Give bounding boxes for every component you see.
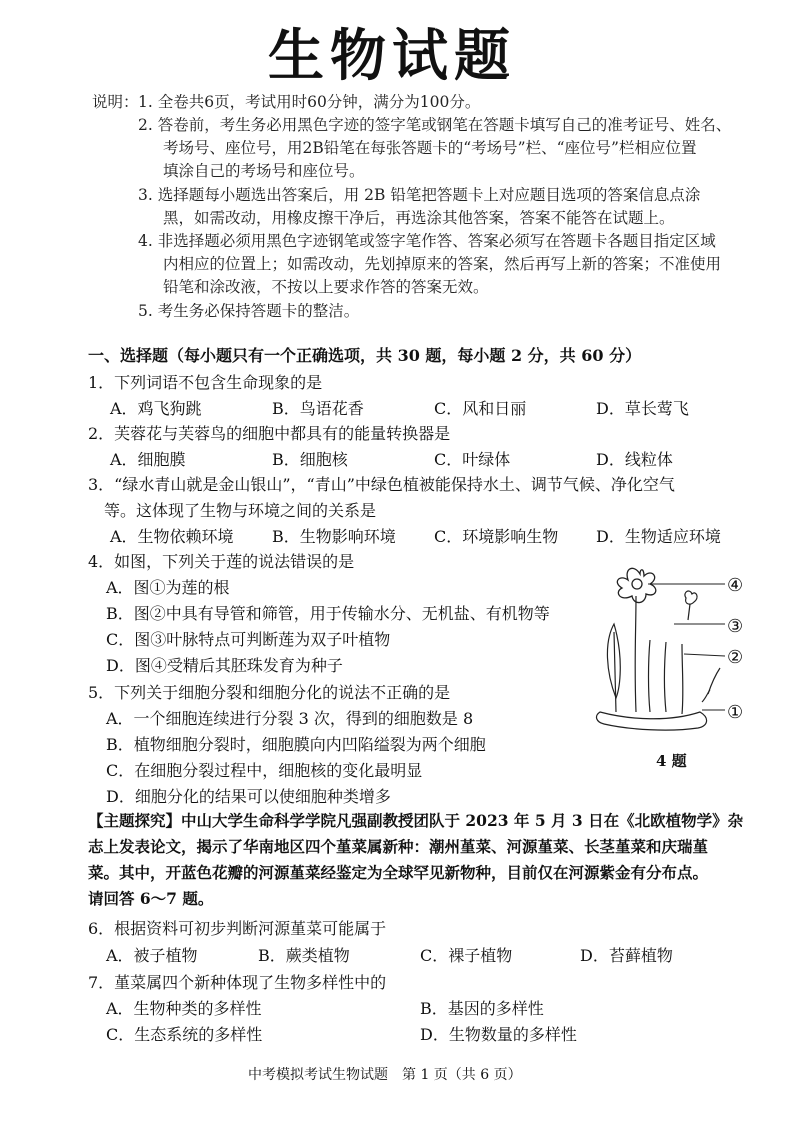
q6-option-d: D．苔藓植物 xyxy=(580,946,673,965)
instruction-line: 2. 答卷前，考生务必用黑色字迹的签字笔或钢笔在答题卡填写自己的准考证号、姓名、 xyxy=(138,116,732,134)
q2-option-d: D．线粒体 xyxy=(596,450,673,469)
q5-option-a: A．一个细胞连续进行分裂 3 次，得到的细胞数是 8 xyxy=(106,709,474,728)
lotus-seedpod-icon xyxy=(685,591,697,620)
instruction-line: 1. 全卷共6页，考试用时60分钟，满分为100分。 xyxy=(138,93,481,111)
theme-line: 请回答 6～7 题。 xyxy=(88,889,214,908)
question-1-stem: 1．下列词语不包含生命现象的是 xyxy=(88,373,323,392)
theme-line: 菜。其中，开蓝色花瓣的河源堇菜经鉴定为全球罕见新物种，目前仅在河源紫金有分布点。 xyxy=(88,863,709,882)
q4-option-b: B．图②中具有导管和筛管，用于传输水分、无机盐、有机物等 xyxy=(106,604,550,623)
question-3-stem: 3．“绿水青山就是金山银山”，“青山”中绿色植被能保持水土、调节气候、净化空气 xyxy=(88,475,675,494)
q5-option-b: B．植物细胞分裂时，细胞膜向内凹陷缢裂为两个细胞 xyxy=(106,735,486,754)
figure-label-4: ④ xyxy=(727,575,744,596)
q7-option-c: C．生态系统的多样性 xyxy=(106,1025,263,1044)
q4-option-d: D．图④受精后其胚珠发育为种子 xyxy=(106,656,343,675)
figure-label-3: ③ xyxy=(727,616,744,637)
page-title: 生物试题 xyxy=(268,24,516,89)
q1-option-c: C．风和日丽 xyxy=(434,399,527,418)
q7-option-d: D．生物数量的多样性 xyxy=(420,1025,577,1044)
q1-option-b: B．鸟语花香 xyxy=(272,399,364,418)
instruction-line: 考场号、座位号，用2B铅笔在每张答题卡的“考场号”栏、“座位号”栏相应位置 xyxy=(163,139,697,157)
q4-option-c: C．图③叶脉特点可判断莲为双子叶植物 xyxy=(106,630,391,649)
q1-option-d: D．草长莺飞 xyxy=(596,399,689,418)
instruction-line: 内相应的位置上；如需改动，先划掉原来的答案，然后再写上新的答案；不准使用 xyxy=(163,255,722,273)
question-4-stem: 4．如图，下列关于莲的说法错误的是 xyxy=(88,552,355,571)
q2-option-c: C．叶绿体 xyxy=(434,450,511,469)
q5-option-c: C．在细胞分裂过程中，细胞核的变化最明显 xyxy=(106,761,423,780)
q6-option-a: A．被子植物 xyxy=(106,946,198,965)
question-5-stem: 5．下列关于细胞分裂和细胞分化的说法不正确的是 xyxy=(88,683,451,702)
question-6-stem: 6．根据资料可初步判断河源堇菜可能属于 xyxy=(88,919,387,938)
q4-option-a: A．图①为莲的根 xyxy=(106,578,230,597)
instruction-line: 5. 考生务必保持答题卡的整洁。 xyxy=(138,302,360,320)
page-footer: 中考模拟考试生物试题 第 1 页（共 6 页） xyxy=(248,1067,522,1083)
q1-option-a: A．鸡飞狗跳 xyxy=(110,399,202,418)
theme-line: 志上发表论文，揭示了华南地区四个堇菜属新种：潮州堇菜、河源堇菜、长茎堇菜和庆瑞堇 xyxy=(88,837,709,856)
q7-option-b: B．基因的多样性 xyxy=(420,999,544,1018)
figure-label-1: ① xyxy=(727,702,744,723)
question-7-stem: 7．堇菜属四个新种体现了生物多样性中的 xyxy=(88,973,387,992)
q6-option-b: B．蕨类植物 xyxy=(258,946,350,965)
q6-option-c: C．裸子植物 xyxy=(420,946,513,965)
section-heading: 一、选择题（每小题只有一个正确选项，共 30 题，每小题 2 分，共 60 分） xyxy=(88,346,642,365)
q3-option-c: C．环境影响生物 xyxy=(434,527,559,546)
figure-label-2: ② xyxy=(727,647,744,668)
instruction-line: 填涂自己的考场号和座位号。 xyxy=(163,162,365,180)
question-3-stem-cont: 等。这体现了生物与环境之间的关系是 xyxy=(104,501,377,520)
instruction-line: 铅笔和涂改液，不按以上要求作答的答案无效。 xyxy=(163,278,489,296)
q2-option-b: B．细胞核 xyxy=(272,450,348,469)
figure-caption: 4 题 xyxy=(656,752,687,770)
lotus-stem xyxy=(635,596,636,712)
instruction-line: 3. 选择题每小题选出答案后，用 2B 铅笔把答题卡上对应题目选项的答案信息点涂 xyxy=(138,186,701,204)
lotus-rhizome xyxy=(597,712,707,730)
q5-option-d: D．细胞分化的结果可以使细胞种类增多 xyxy=(106,787,391,806)
instructions-label: 说明： xyxy=(92,93,139,111)
question-2-stem: 2．芙蓉花与芙蓉鸟的细胞中都具有的能量转换器是 xyxy=(88,424,451,443)
q3-option-b: B．生物影响环境 xyxy=(272,527,396,546)
q7-option-a: A．生物种类的多样性 xyxy=(106,999,262,1018)
instruction-line: 4. 非选择题必须用黑色字迹钢笔或签字笔作答、答案必须写在答题卡各题目指定区域 xyxy=(138,232,716,250)
q3-option-d: D．生物适应环境 xyxy=(596,527,721,546)
theme-line: 【主题探究】中山大学生命科学学院凡强副教授团队于 2023 年 5 月 3 日在《北欧植物学》杂 xyxy=(88,811,744,830)
q3-option-a: A．生物依赖环境 xyxy=(110,527,234,546)
q2-option-a: A．细胞膜 xyxy=(110,450,186,469)
lotus-figure xyxy=(590,562,760,732)
instruction-line: 黑，如需改动，用橡皮擦干净后，再选涂其他答案，答案不能答在试题上。 xyxy=(163,209,675,227)
